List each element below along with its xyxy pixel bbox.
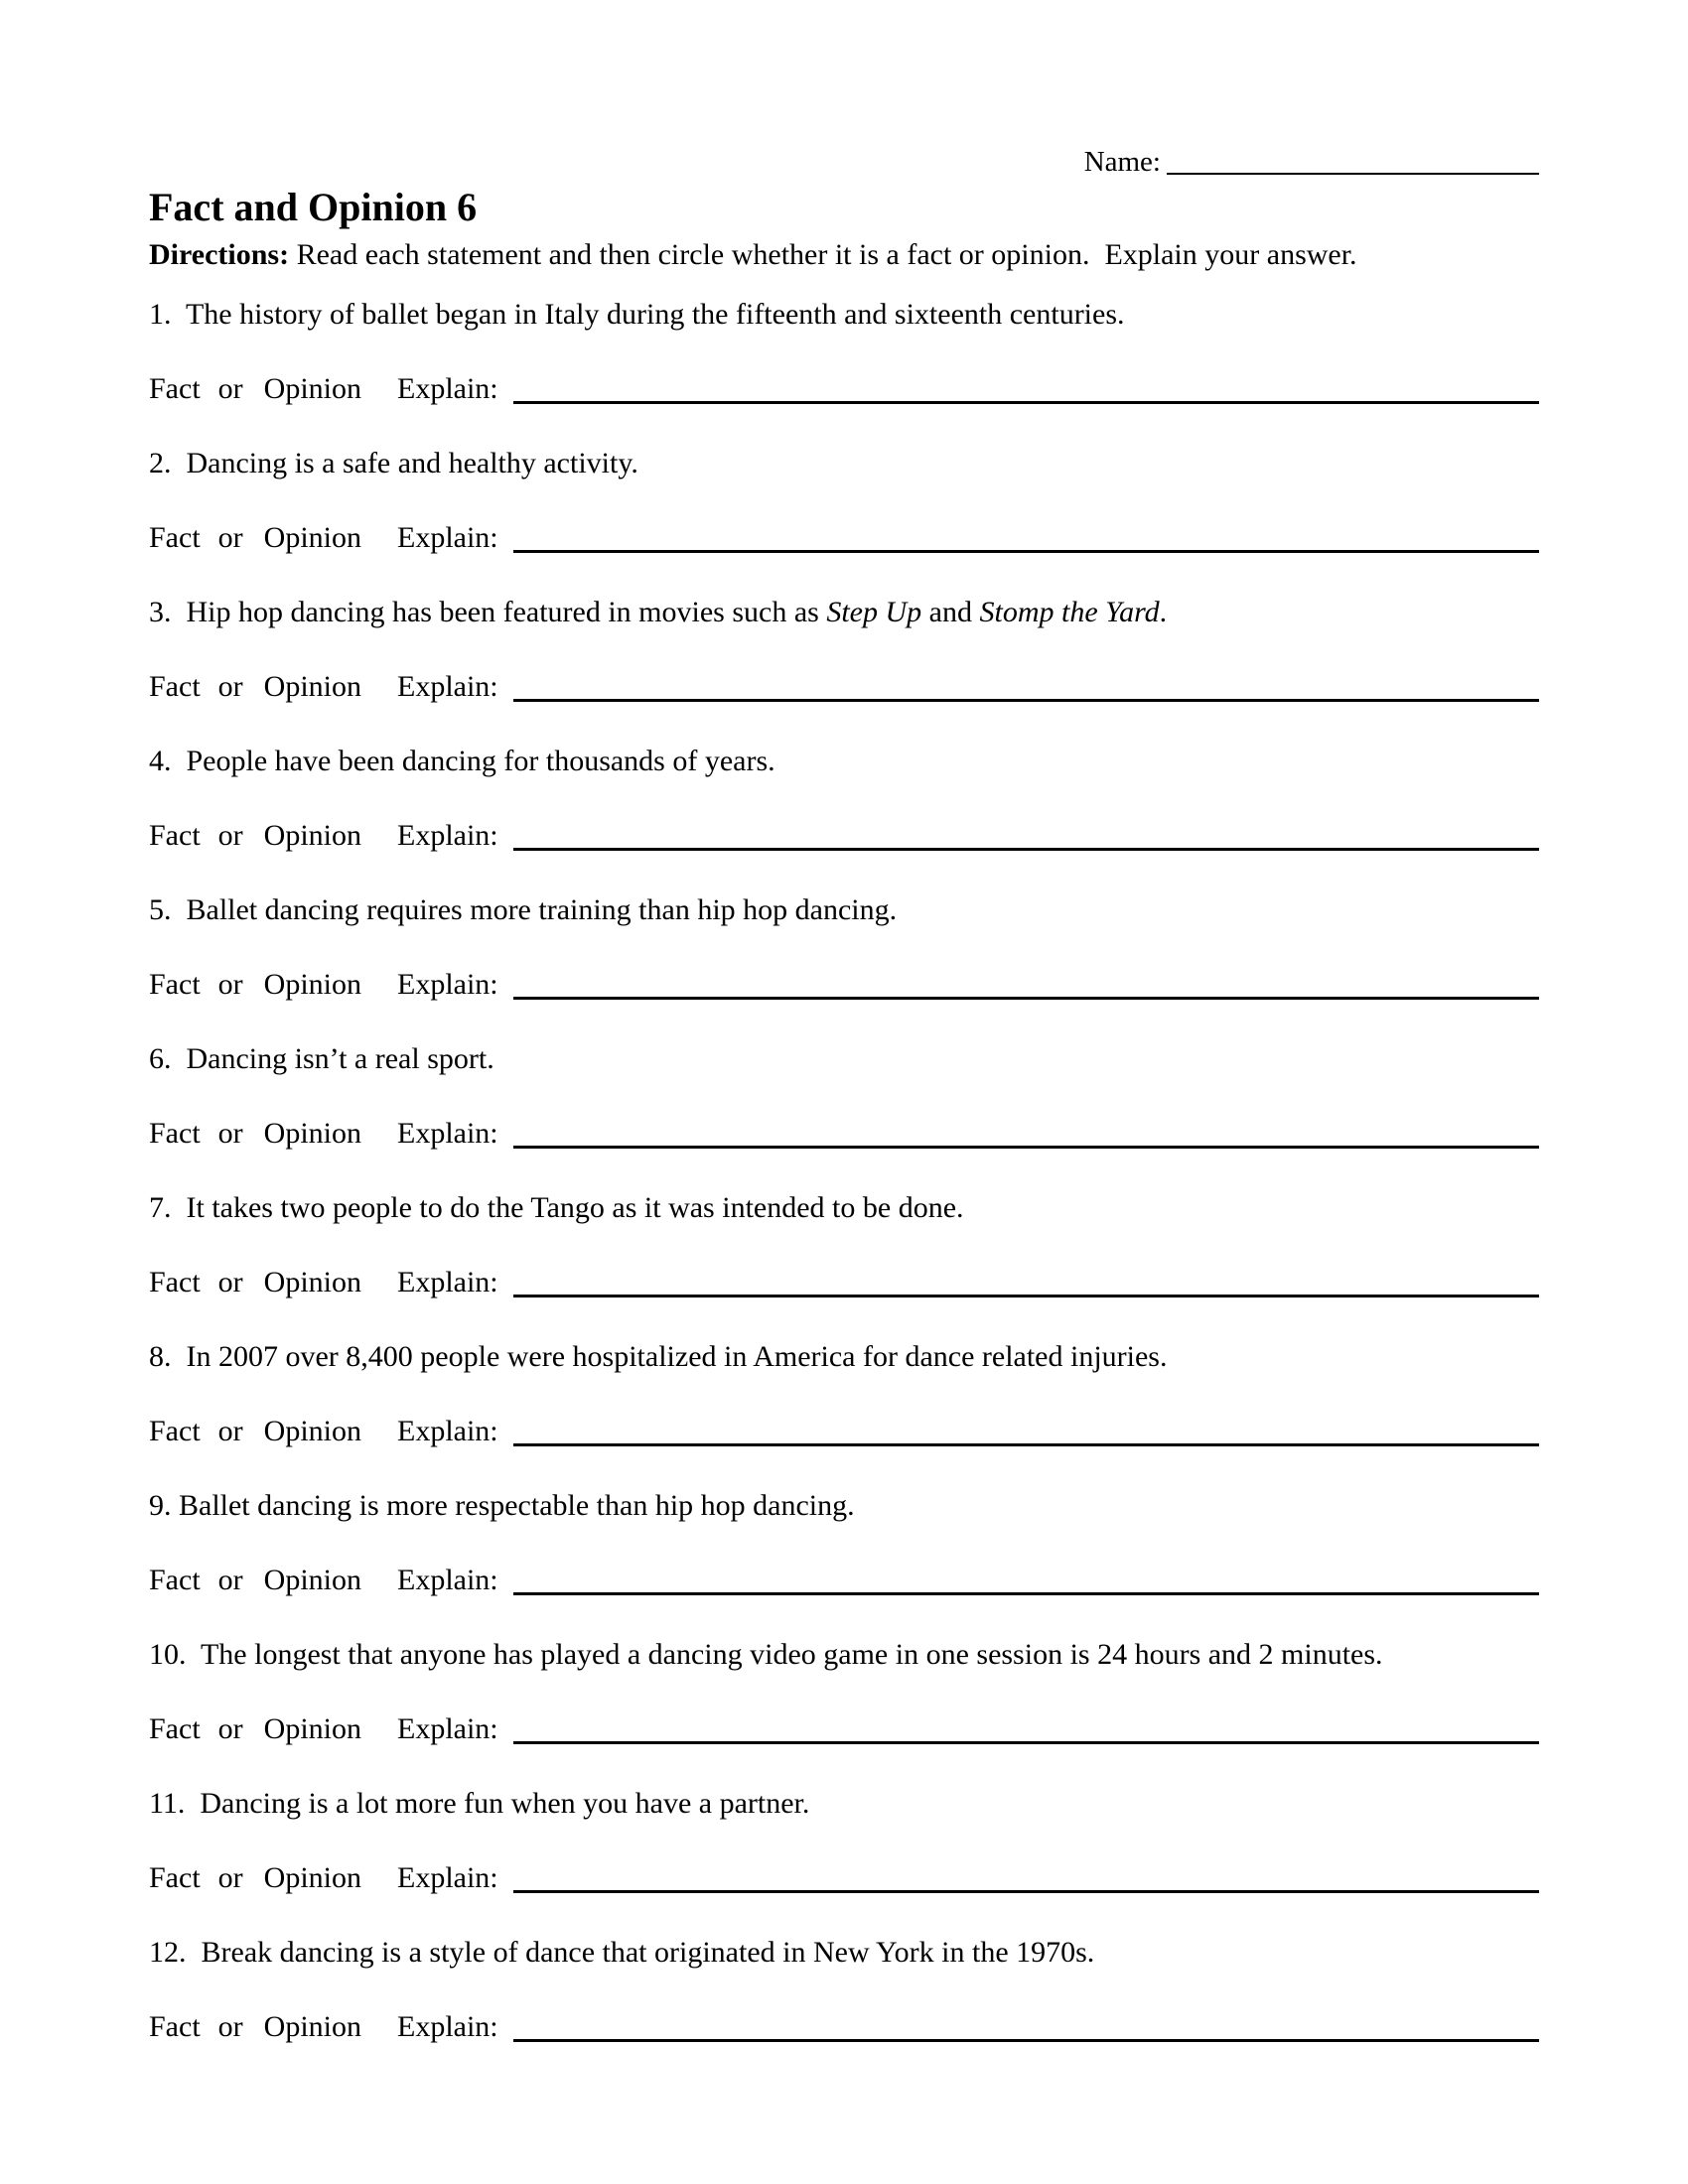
- question-number: 2.: [149, 447, 187, 479]
- explain-blank-line[interactable]: [513, 1146, 1539, 1149]
- or-label: or: [217, 1266, 243, 1298]
- question-text: Ballet dancing requires more training than hip hop dancing.: [186, 893, 898, 926]
- explain-blank-line[interactable]: [513, 1295, 1539, 1297]
- opinion-option[interactable]: Opinion: [263, 1117, 361, 1150]
- explain-label: Explain:: [397, 1861, 498, 1894]
- or-label: or: [217, 968, 243, 1001]
- question-text: It takes two people to do the Tango as it was intended to be done.: [186, 1191, 964, 1224]
- fact-option[interactable]: Fact: [149, 1861, 201, 1894]
- question-block: [149, 1041, 1539, 1152]
- question-statement: [149, 892, 1539, 928]
- question-text: Dancing isn’t a real sport.: [186, 1042, 494, 1075]
- explain-label: Explain:: [397, 1117, 498, 1150]
- question-block: [149, 1786, 1539, 1896]
- or-label: or: [217, 521, 243, 554]
- fact-opinion-row: [149, 967, 1539, 1003]
- or-label: or: [217, 372, 243, 405]
- fact-option[interactable]: Fact: [149, 1712, 201, 1745]
- question-number: 5.: [149, 893, 187, 926]
- explain-blank-line[interactable]: [513, 1741, 1539, 1744]
- fact-option[interactable]: Fact: [149, 1117, 201, 1150]
- or-label: or: [217, 1861, 243, 1894]
- question-statement: [149, 446, 1539, 481]
- question-block: [149, 297, 1539, 407]
- explain-blank-line[interactable]: [513, 699, 1539, 702]
- fact-option[interactable]: Fact: [149, 670, 201, 703]
- explain-blank-line[interactable]: [513, 401, 1539, 404]
- opinion-option[interactable]: Opinion: [263, 1266, 361, 1298]
- explain-blank-line[interactable]: [513, 1443, 1539, 1446]
- question-statement: [149, 1041, 1539, 1077]
- fact-option[interactable]: Fact: [149, 521, 201, 554]
- or-label: or: [217, 670, 243, 703]
- question-block: [149, 744, 1539, 854]
- fact-opinion-row: [149, 1116, 1539, 1152]
- fact-option[interactable]: Fact: [149, 372, 201, 405]
- or-label: or: [217, 1117, 243, 1150]
- question-block: [149, 1935, 1539, 2045]
- opinion-option[interactable]: Opinion: [263, 1564, 361, 1596]
- explain-label: Explain:: [397, 670, 498, 703]
- opinion-option[interactable]: Opinion: [263, 1861, 361, 1894]
- opinion-option[interactable]: Opinion: [263, 1415, 361, 1447]
- explain-label: Explain:: [397, 1564, 498, 1596]
- explain-label: Explain:: [397, 372, 498, 405]
- question-block: [149, 1190, 1539, 1300]
- directions-label: Directions:: [149, 238, 290, 271]
- explain-label: Explain:: [397, 1712, 498, 1745]
- fact-option[interactable]: Fact: [149, 819, 201, 852]
- fact-opinion-row: [149, 520, 1539, 556]
- explain-label: Explain:: [397, 521, 498, 554]
- fact-opinion-row: [149, 1265, 1539, 1300]
- or-label: or: [217, 2010, 243, 2043]
- question-block: [149, 1488, 1539, 1598]
- opinion-option[interactable]: Opinion: [263, 968, 361, 1001]
- explain-blank-line[interactable]: [513, 2039, 1539, 2042]
- question-text: Ballet dancing is more respectable than hip hop dancing.: [179, 1489, 855, 1522]
- or-label: or: [217, 1712, 243, 1745]
- question-text: In 2007 over 8,400 people were hospitalized in America for dance related injuries.: [186, 1340, 1168, 1373]
- explain-blank-line[interactable]: [513, 1890, 1539, 1893]
- opinion-option[interactable]: Opinion: [263, 1712, 361, 1745]
- fact-option[interactable]: Fact: [149, 1266, 201, 1298]
- opinion-option[interactable]: Opinion: [263, 819, 361, 852]
- question-text: Dancing is a safe and healthy activity.: [186, 447, 638, 479]
- question-block: [149, 446, 1539, 556]
- question-statement: [149, 1339, 1539, 1375]
- question-number: 7.: [149, 1191, 187, 1224]
- question-text: The longest that anyone has played a dancing video game in one session is 24 hours and 2 minutes.: [200, 1638, 1383, 1671]
- explain-label: Explain:: [397, 968, 498, 1001]
- directions: [149, 237, 1539, 273]
- question-statement: [149, 595, 1539, 630]
- question-statement: [149, 1190, 1539, 1226]
- opinion-option[interactable]: Opinion: [263, 670, 361, 703]
- or-label: or: [217, 1415, 243, 1447]
- fact-option[interactable]: Fact: [149, 1564, 201, 1596]
- name-blank-line[interactable]: [1167, 173, 1539, 175]
- question-block: [149, 1339, 1539, 1449]
- fact-opinion-row: [149, 1414, 1539, 1449]
- fact-opinion-row: [149, 1711, 1539, 1747]
- fact-opinion-row: [149, 1563, 1539, 1598]
- question-statement: [149, 744, 1539, 779]
- explain-blank-line[interactable]: [513, 997, 1539, 1000]
- question-block: [149, 1637, 1539, 1747]
- question-number: 4.: [149, 745, 187, 777]
- question-text: Dancing is a lot more fun when you have a partner.: [200, 1787, 810, 1820]
- question-statement: [149, 1637, 1539, 1673]
- question-block: [149, 595, 1539, 705]
- opinion-option[interactable]: Opinion: [263, 2010, 361, 2043]
- fact-opinion-row: [149, 371, 1539, 407]
- question-number: 1.: [149, 298, 186, 331]
- fact-option[interactable]: Fact: [149, 968, 201, 1001]
- question-number: 11.: [149, 1787, 201, 1820]
- or-label: or: [217, 1564, 243, 1596]
- page-title: Fact and Opinion 6: [149, 185, 478, 229]
- explain-blank-line[interactable]: [513, 1592, 1539, 1595]
- fact-option[interactable]: Fact: [149, 2010, 201, 2043]
- question-statement: [149, 297, 1539, 333]
- question-statement: [149, 1935, 1539, 1971]
- question-statement: [149, 1786, 1539, 1822]
- fact-opinion-row: [149, 669, 1539, 705]
- opinion-option[interactable]: Opinion: [263, 521, 361, 554]
- question-statement: [149, 1488, 1539, 1524]
- explain-blank-line[interactable]: [513, 550, 1539, 553]
- opinion-option[interactable]: Opinion: [263, 372, 361, 405]
- question-text: The history of ballet began in Italy during the fifteenth and sixteenth centuries.: [185, 298, 1125, 331]
- fact-option[interactable]: Fact: [149, 1415, 201, 1447]
- fact-opinion-row: [149, 818, 1539, 854]
- questions: [149, 297, 1539, 2045]
- directions-text: Read each statement and then circle whether it is a fact or opinion. Explain your answer.: [289, 238, 1357, 271]
- question-number: 8.: [149, 1340, 187, 1373]
- fact-opinion-row: [149, 2009, 1539, 2045]
- explain-label: Explain:: [397, 1415, 498, 1447]
- explain-label: Explain:: [397, 2010, 498, 2043]
- question-number: 9.: [149, 1489, 179, 1522]
- question-block: [149, 892, 1539, 1003]
- question-number: 12.: [149, 1936, 202, 1969]
- fact-opinion-row: [149, 1860, 1539, 1896]
- explain-label: Explain:: [397, 819, 498, 852]
- or-label: or: [217, 819, 243, 852]
- question-text: Break dancing is a style of dance that originated in New York in the 1970s.: [201, 1936, 1095, 1969]
- explain-label: Explain:: [397, 1266, 498, 1298]
- question-number: 10.: [149, 1638, 201, 1671]
- question-text: Hip hop dancing has been featured in movies such as Step Up and Stomp the Yard.: [186, 596, 1168, 628]
- explain-blank-line[interactable]: [513, 848, 1539, 851]
- name-label: Name:: [1083, 146, 1161, 178]
- question-number: 6.: [149, 1042, 187, 1075]
- name-row: [149, 144, 1539, 180]
- question-text: People have been dancing for thousands of years.: [186, 745, 775, 777]
- question-number: 3.: [149, 596, 187, 628]
